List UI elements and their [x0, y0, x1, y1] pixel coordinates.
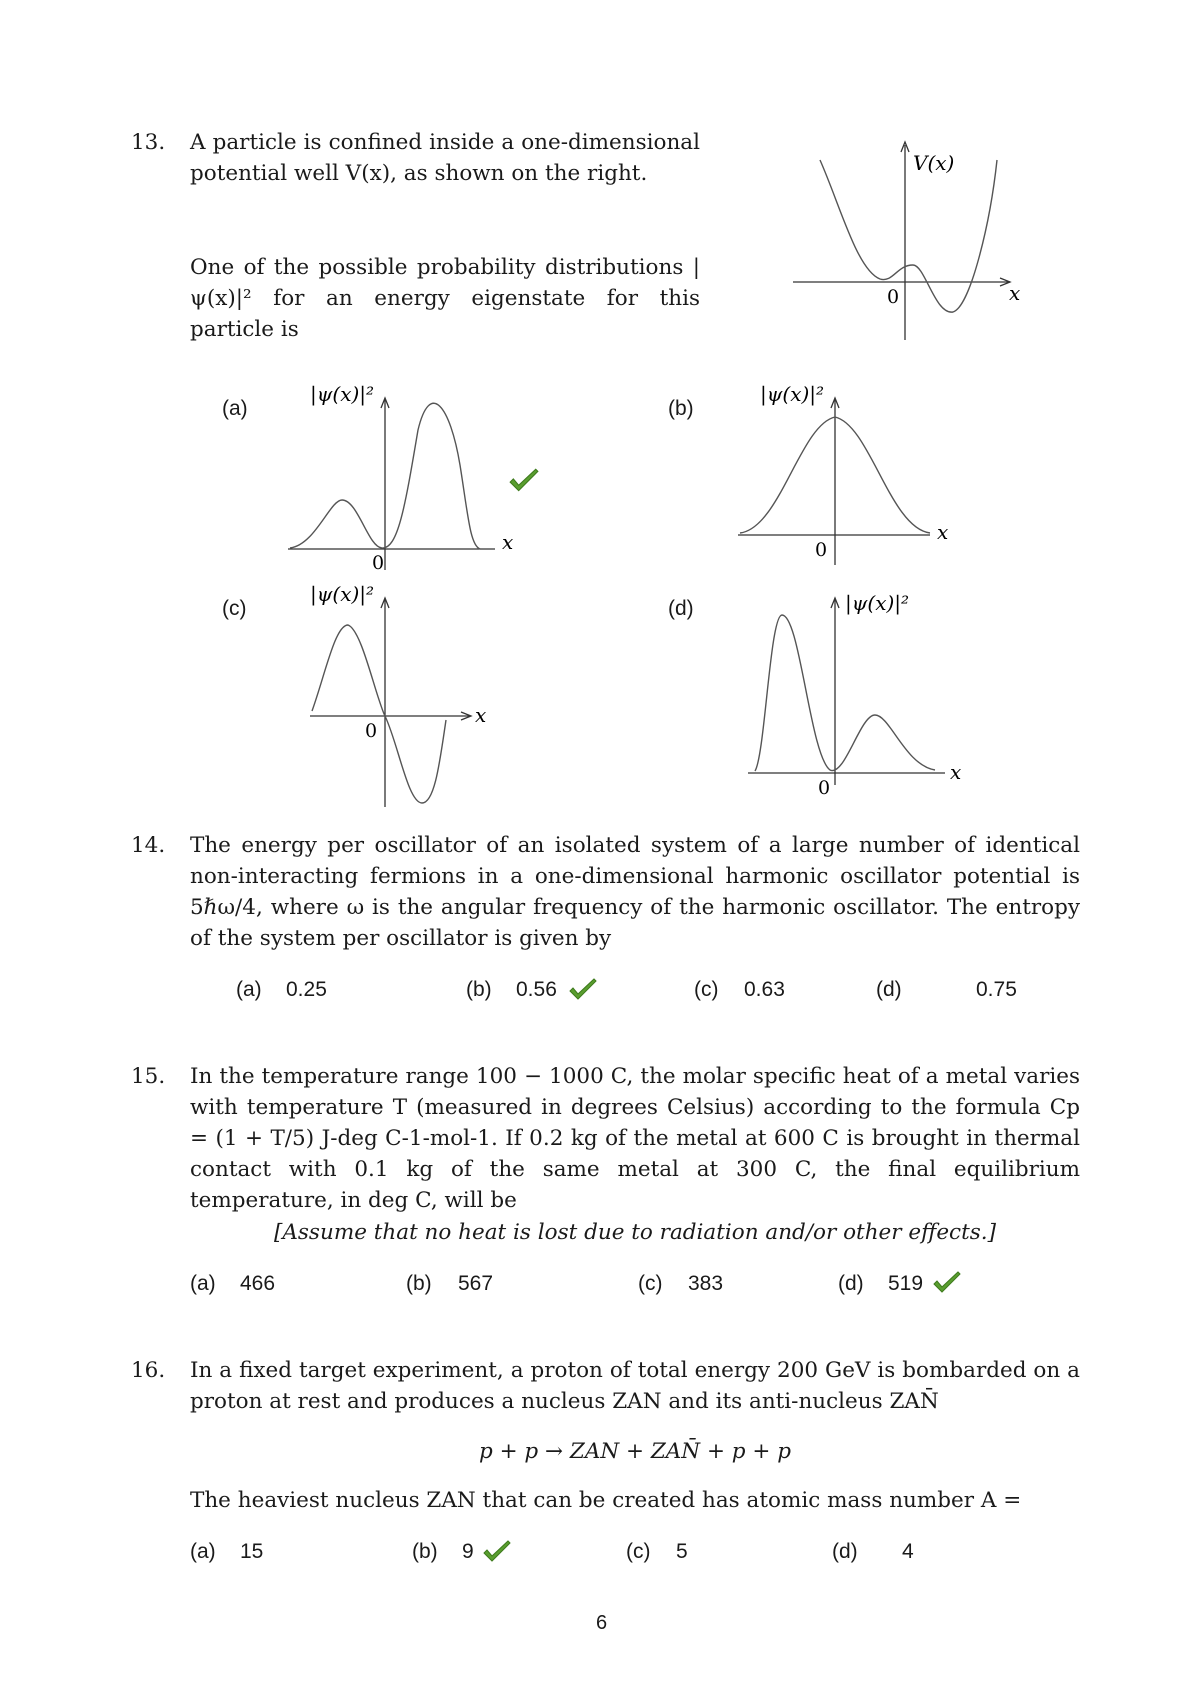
correct-check-icon: [508, 468, 540, 494]
psi-label: |ψ(x)|²: [310, 585, 375, 606]
x-axis-label: x: [502, 530, 514, 554]
option-b-graph[interactable]: [730, 385, 960, 575]
option-b-letter[interactable]: (b): [668, 397, 694, 420]
option-c-letter[interactable]: (c): [694, 978, 719, 1001]
option-a-graph[interactable]: [280, 385, 525, 575]
option-a-value[interactable]: 466: [240, 1272, 276, 1295]
potential-well-figure: [785, 135, 1045, 345]
correct-check-icon: [482, 1540, 512, 1564]
question-text: The energy per oscillator of an isolated system of a large number of identical non-interacting fermions in a one-dimensional harmonic oscillator potential is 5ℏω/4, where ω is the angular frequency of the harmonic oscillator. The entropy of the system per oscillator is given by: [190, 833, 1080, 951]
question-note: [Assume that no heat is lost due to radiation and/or other effects.]: [273, 1220, 996, 1245]
option-a-letter[interactable]: (a): [236, 978, 262, 1001]
option-c-value[interactable]: 5: [676, 1540, 688, 1563]
option-c-value[interactable]: 0.63: [744, 978, 785, 1001]
option-d-letter[interactable]: (d): [668, 597, 694, 620]
psi-label: |ψ(x)|²: [760, 385, 825, 406]
reaction-equation: p + p → ZAN + ZAN̄ + p + p: [478, 1439, 792, 1464]
option-d-value[interactable]: 4: [902, 1540, 914, 1563]
option-c-letter[interactable]: (c): [222, 597, 247, 620]
option-b-value[interactable]: 567: [458, 1272, 494, 1295]
page-number: 6: [596, 1612, 608, 1634]
option-b-value[interactable]: 0.56: [516, 978, 557, 1001]
option-c-value[interactable]: 383: [688, 1272, 724, 1295]
x-axis-label: x: [1009, 281, 1021, 305]
question-number: 16.: [131, 1358, 166, 1383]
correct-check-icon: [932, 1271, 962, 1295]
correct-check-icon: [568, 978, 598, 1002]
option-d-graph[interactable]: [740, 585, 980, 800]
question-text: In the temperature range 100 − 1000 C, the molar specific heat of a metal varies with temperature T (measured in degrees Celsius) according to the formula Cp = (1 + T/5) J-deg C-1-mol-1. If 0.2 kg of the metal at 600 C is brought in thermal contact with 0.1 kg of the same metal at 300 C, the final equilibrium temperature, in deg C, will be: [190, 1064, 1080, 1213]
option-a-letter[interactable]: (a): [190, 1540, 216, 1563]
x-axis-label: x: [937, 520, 949, 544]
potential-curve: [820, 160, 997, 312]
option-a-letter[interactable]: (a): [222, 397, 248, 420]
option-a-letter[interactable]: (a): [190, 1272, 216, 1295]
question-text: In a fixed target experiment, a proton of total energy 200 GeV is bombarded on a proton at rest and produces a nucleus ZAN and its anti-nucleus ZAN̄: [190, 1358, 1080, 1414]
origin-label: 0: [365, 720, 378, 742]
option-a-value[interactable]: 15: [240, 1540, 264, 1563]
option-b-letter[interactable]: (b): [412, 1540, 438, 1563]
option-d-letter[interactable]: (d): [832, 1540, 858, 1563]
question-text-2: The heaviest nucleus ZAN that can be created has atomic mass number A =: [190, 1488, 1022, 1513]
option-b-letter[interactable]: (b): [406, 1272, 432, 1295]
psi-label: |ψ(x)|²: [310, 385, 375, 406]
option-c-graph[interactable]: [280, 585, 510, 810]
origin-label: 0: [372, 552, 385, 574]
option-d-value[interactable]: 0.75: [976, 978, 1017, 1001]
option-b-value[interactable]: 9: [462, 1540, 474, 1563]
x-axis-label: x: [950, 760, 962, 784]
question-number: 13.: [131, 130, 166, 155]
question-number: 14.: [131, 833, 166, 858]
q13-question-text: One of the possible probability distributions |ψ(x)|² for an energy eigenstate for this particle is: [190, 255, 700, 342]
origin-label: 0: [887, 286, 900, 308]
option-c-letter[interactable]: (c): [638, 1272, 663, 1295]
option-d-curve: [755, 615, 935, 771]
x-axis-label: x: [475, 703, 487, 727]
option-d-letter[interactable]: (d): [876, 978, 902, 1001]
question-text-2: [190, 252, 700, 345]
q13-intro-text: A particle is confined inside a one-dimensional potential well V(x), as shown on the right.: [190, 130, 700, 186]
option-c-curve: [312, 625, 446, 803]
option-d-value[interactable]: 519: [888, 1272, 924, 1295]
origin-label: 0: [818, 777, 831, 799]
question-number: 15.: [131, 1064, 166, 1089]
origin-label: 0: [815, 539, 828, 561]
option-d-letter[interactable]: (d): [838, 1272, 864, 1295]
potential-label: V(x): [913, 151, 955, 175]
psi-label: |ψ(x)|²: [845, 591, 910, 615]
question-text: [190, 127, 700, 189]
option-a-value[interactable]: 0.25: [286, 978, 327, 1001]
option-b-letter[interactable]: (b): [466, 978, 492, 1001]
option-c-letter[interactable]: (c): [626, 1540, 651, 1563]
